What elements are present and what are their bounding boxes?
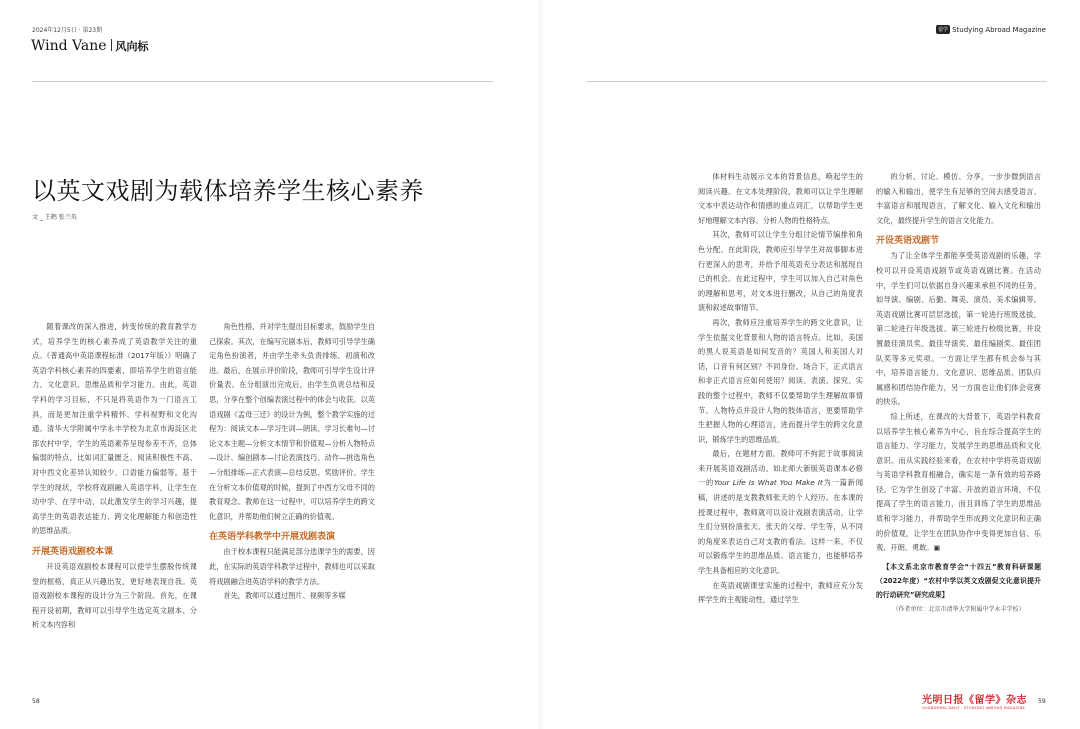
paragraph: 其次，教师可以让学生分组讨论情节编排和角色分配。在此阶段，教师应引导学生对故事脚本进行更深入的思考，并给予用英语充分表达和展现自己的机会。在此过程中，学生可以加入自己对角色的理解和思考，对文本进行删改，从自己的角度表演和叙述故事情节。 — [698, 230, 863, 313]
subheading: 开展英语戏剧校本课 — [32, 546, 114, 557]
section-name-en: Wind Vane — [31, 38, 107, 54]
text-run: 最后，在题材方面，教师可不拘泥于故事阅读来开展英语戏剧活动。如北师大新版英语课本必修一的 — [698, 449, 863, 488]
paragraph: 首先，教师可以通过图片、视频等多媒 — [223, 591, 346, 601]
paragraph: 在英语戏剧课堂实施的过程中，教师应充分发挥学生的主观能动性，通过学生 — [698, 580, 863, 605]
book-title: Your Life Is What You Make It — [714, 478, 823, 488]
page-number-right: 59 — [1038, 698, 1046, 705]
column-1 — [32, 320, 197, 633]
paragraph: 随着课改的深入推进，转变传统的教育教学方式，培养学生的核心素养成了英语教学关注的重点。《普通高中英语课程标准（2017年版）》明确了英语学科核心素养的四要素，即培养学生的语言能力、文化意识、思维品质和学习能力。由此，英语学科的学习目标，不只是将英语作为一门语言工具，而是更加注重学科精怀、学科视野和文化沟通。清华大学附属中学永丰学校为北京市海淀区北部农村中学，学生的英语素养呈现参差不齐，总体偏弱的特点，比如词汇量匮乏、阅读积极性不高、对中西文化差异认知较少、口语能力偏弱等。基于学生的现状，学校将戏剧融入英语学科，让学生在动中学、在学中动，以此激发学生的学习兴趣，提高学生的英语表达能力、跨文化理解能力和创造性的思维品质。 — [32, 322, 197, 536]
section-name-cn: 风向标 — [115, 40, 149, 53]
issue-date: 2024年12月5日 · 第23期 — [32, 27, 103, 34]
logo-subtext: GUANGMING DAILY · STUDYING ABROAD MAGAZINE — [922, 706, 1025, 710]
paragraph: 由于校本课程只能满足部分选课学生的需要，因此，在实际的英语学科教学过程中，教师也可以采取将戏剧融合进英语学科的教学方法。 — [209, 547, 375, 586]
author-affiliation: （作者单位：北京市清华大学附属中学永丰学校） — [892, 605, 1025, 613]
header-rule-right — [586, 81, 1047, 82]
subheading: 在英语学科教学中开展戏剧表演 — [209, 532, 336, 543]
column-4 — [876, 170, 1041, 616]
paragraph: 的分析、讨论、模仿、分享，一步步微到语言的输入和输出，使学生有足够的空间去感受语言、丰富语言和展现语言，了解文化、输入文化和输出文化，最终提升学生的语言文化能力。 — [876, 172, 1041, 225]
column-3 — [698, 170, 863, 608]
header-rule-left — [32, 81, 493, 82]
paragraph: 角色性格，并对学生提出目标要求，鼓励学生自己探索。其次，在编写完剧本后，教师可引导学生确定角色扮演者，并由学生牵头负责排练、初演和改进。最后，在展示评价阶段，教师可引导学生设计评价量表。在分组演出完成后，由学生负责总结和反思，分享在整个创编表演过程中的体会与收获。以英语戏剧《孟母三迁》的设计为例，整个教学实施的过程为：阅读文本—学习生词—朗读、学习长难句—讨论文本主题—分析文本情节和价值观—分析人物特点—设计、编创剧本—讨论表演技巧、动作—挑选角色—分组排练—正式表演—总结反思、奖励评价。学生在分析文本价值观的时候，提到了中西方父母不同的教育观念。教师在这一过程中，可以培养学生的跨文化意识，并帮助他们树立正确的价值观。 — [209, 322, 375, 521]
column-2 — [209, 320, 375, 604]
section-header — [31, 38, 149, 54]
funding-note: 【本文系北京市教育学会“十四五”教育科研课题（2022年度）“农村中学以英文戏剧促文化意识提升的行动研究”研究成果】 — [876, 562, 1041, 599]
page-number-left: 58 — [32, 698, 40, 705]
article-title: 以英文戏剧为载体培养学生核心素养 — [32, 177, 424, 205]
paragraph: 为了让全体学生都能享受英语戏剧的乐趣，学校可以开设英语戏剧节或英语戏剧比赛。在活动中，学生们可以依据自身兴趣来承担不同的任务，如导演、编剧、后勤、舞美、演员、美术编辑等。英语戏剧比赛可层层选拔，第一轮进行班级选拔，第二轮进行年级选拔、第三轮进行校级比赛，并设置最佳演员奖、最佳导演奖、最佳编剧奖、最佳团队奖等多元奖项。一方面让学生都有机会参与其中，培养语言能力、文化意识、思维品质、团队归属感和团结协作能力，另一方面也让他们体会竞赛的快乐。 — [876, 251, 1041, 407]
magazine-logo — [922, 688, 1032, 710]
magazine-name: Studying Abroad Magazine — [952, 26, 1046, 34]
magazine-badge: 留学 — [938, 27, 949, 33]
paragraph: 综上所述，在课改的大背景下，英语学科教育以培养学生核心素养为中心，旨在综合提高学生的语言能力、学习能力，发展学生的思维品质和文化意识。而从实践经验来看，在农村中学将英语戏剧与英语学科教育相融合，确实是一条有效的培养路径。它为学生创设了丰富、开放的语言环境，不仅提高了学生的语言能力，而且训练了学生的思维品质和学习能力，并帮助学生形成跨文化意识和正确的价值观，让学生在团队协作中变得更加自信、乐观、开朗、勇敢。▣ — [876, 411, 1041, 553]
subheading: 开设英语戏剧节 — [876, 236, 940, 247]
paragraph: 体材料生动展示文本的背景信息，唤起学生的阅读兴趣。在文本处理阶段，教师可以让学生理解文本中表达动作和情感的重点词汇，以帮助学生更好地理解文本内容、分析人物的性格特点。 — [698, 172, 863, 225]
paragraph: 开设英语戏剧校本课程可以使学生摆脱传统课堂的框格，真正从兴趣出发，更好地表现自我。英语戏剧校本课程的设计分为三个阶段。首先，在课程开设初期，教师可以引导学生选定英文剧本、分析文本内容和 — [32, 561, 197, 630]
paragraph — [698, 447, 863, 578]
paragraph: 再次，教师应注重培养学生的跨文化意识，让学生依据文化背景和人物的语言特点。比如，美国的黑人说英语是如何发音的？英国人和美国人对话，口音有何区别？不同身份、场合下，正式语言和非正式语言应如何使用？阅读、表演、探究、实践的整个过程中，教师不仅要帮助学生理解故事情节、人物特点并设计人物的肢体语言，更要帮助学生把握人物的心理语言，进而提升学生的跨文化意识，锻炼学生的思维品质。 — [698, 317, 863, 444]
magazine-header — [936, 25, 1046, 34]
logo-text: 光明日报《留学》杂志 — [922, 695, 1027, 706]
text-run: 为一篇新闻稿，讲述的是支教教师张天的个人经历。在本课的授课过程中，教师就可以设计戏剧表演活动，让学生们分别扮演张天、张天的父母、学生等，从不同的角度来表达自己对支教的看法。这样一来，不仅可以锻炼学生的思维品质、语言能力，也能够培养学生具备相应的文化意识。 — [698, 478, 863, 576]
article-byline: 文 _ 王鹤 张兰英 — [32, 214, 77, 221]
page-gutter — [539, 0, 542, 729]
section-divider — [111, 39, 112, 51]
